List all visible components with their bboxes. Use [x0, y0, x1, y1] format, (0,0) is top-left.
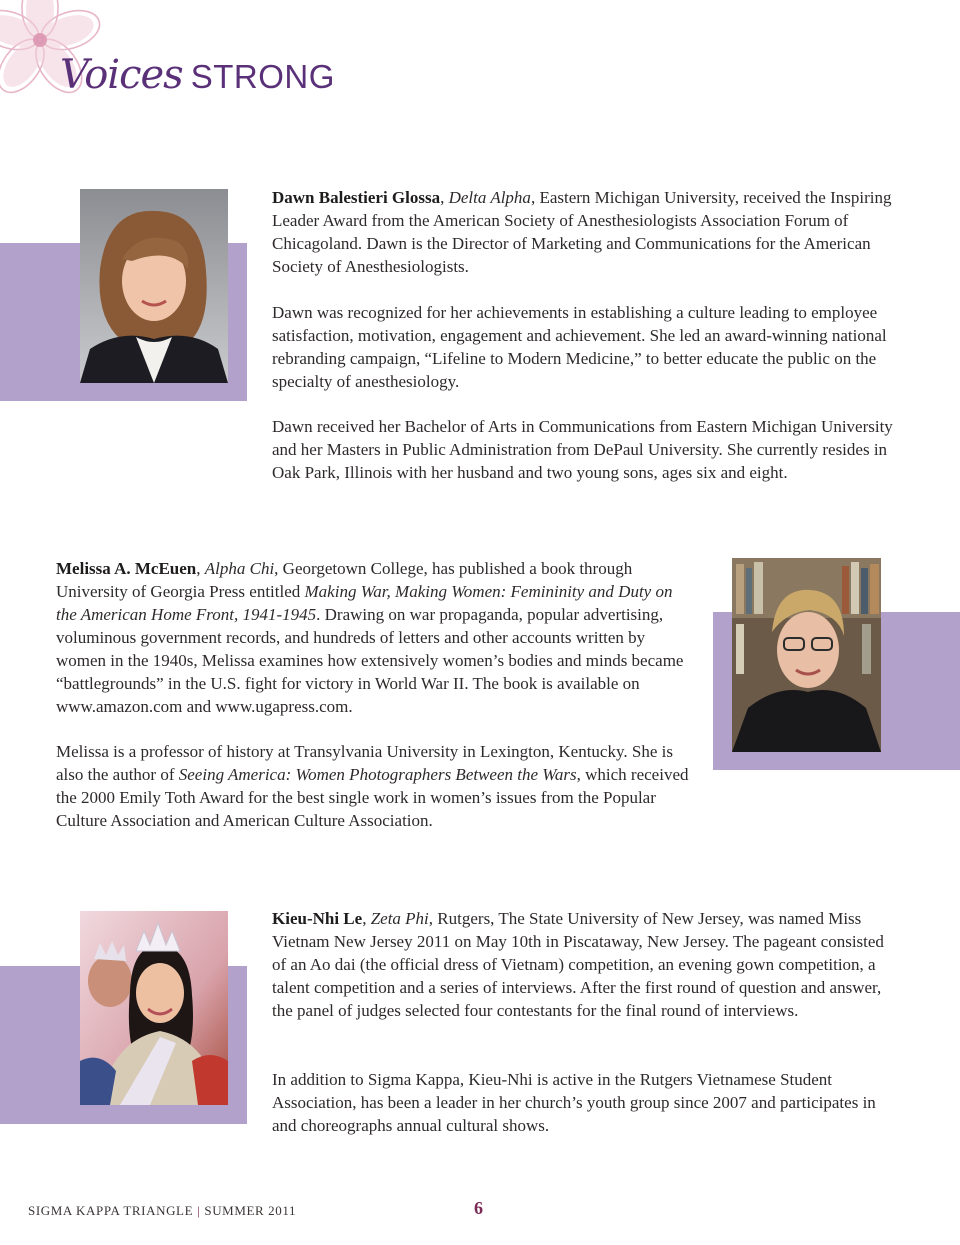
footer-publication-name: SIGMA KAPPA TRIANGLE	[28, 1203, 194, 1218]
melissa-text-1a: , Georgetown College, has published a book through University of Georgia Press entitled	[56, 559, 633, 601]
kieu-nhi-name: Kieu-Nhi Le	[272, 909, 363, 928]
page-number: 6	[474, 1198, 483, 1218]
title-strong: STRONG	[190, 58, 335, 95]
kieu-nhi-text-1: , Rutgers, The State University of New Jersey, was named Miss Vietnam New Jersey 2011 on May 10th in Piscataway, New Jersey. The pageant consisted of an Ao dai (the official dress of Vietnam) competition, an evening gown competition, a talent competition and a series of interviews. After the first round of question and answer, the panel of judges selected four contestants for the final round of interviews.	[272, 909, 884, 1020]
portrait-photo-dawn	[80, 189, 228, 383]
pageant-photo-kieu-nhi	[80, 911, 228, 1105]
melissa-book-title-2: Seeing America: Women Photographers Between the Wars	[178, 765, 577, 784]
melissa-text-2b: , which received the 2000 Emily Toth Award for the best single work in women’s issues from the Popular Culture Association and American Culture Association.	[56, 765, 689, 830]
melissa-paragraph-1: Melissa A. McEuen, Alpha Chi, Georgetown College, has published a book through University of Georgia Press entitled Making War, Making Women: Femininity and Duty on the American Home Front, 1941-1945. Drawing on war propaganda, popular advertising, voluminous government records, and hundreds of letters and other accounts written by women in the 1940s, Melissa examines how extensively women’s bodies and minds became “battlegrounds” in the U.S. fight for victory in World War II. The book is available on www.amazon.com and www.ugapress.com.	[56, 559, 684, 716]
section-title	[60, 52, 335, 98]
kieu-nhi-chapter: Zeta Phi	[370, 909, 429, 928]
dawn-chapter: Delta Alpha	[448, 188, 531, 207]
melissa-text-2a: Melissa is a professor of history at Transylvania University in Lexington, Kentucky. She is also the author of	[56, 742, 673, 784]
kieu-nhi-paragraph-2: In addition to Sigma Kappa, Kieu-Nhi is active in the Rutgers Vietnamese Student Association, has been a leader in her church’s youth group since 2007 and participates in and choreographs annual cultural shows.	[272, 1070, 876, 1135]
melissa-name: Melissa A. McEuen	[56, 559, 197, 578]
footer-separator: |	[197, 1203, 201, 1218]
kieu-nhi-paragraph-1: Kieu-Nhi Le, Zeta Phi, Rutgers, The State University of New Jersey, was named Miss Vietnam New Jersey 2011 on May 10th in Piscataway, New Jersey. The pageant consisted of an Ao dai (the official dress of Vietnam) competition, an evening gown competition, a talent competition and a series of interviews. After the first round of question and answer, the panel of judges selected four contestants for the final round of interviews.	[272, 909, 884, 1020]
melissa-paragraph-2	[56, 740, 696, 832]
melissa-text-1b: . Drawing on war propaganda, popular advertising, voluminous government records, and hundreds of letters and other accounts written by women in the 1940s, Melissa examines how extensively women’s bodies and minds became “battlegrounds” in the U.S. fight for victory in World War II. The book is available on www.amazon.com and www.ugapress.com.	[56, 605, 684, 716]
title-voices: Voices	[60, 52, 183, 98]
melissa-book-title-1: Making War, Making Women: Femininity and Duty on the American Home Front, 1941-1945	[56, 582, 673, 624]
dawn-paragraph-3: Dawn received her Bachelor of Arts in Communications from Eastern Michigan University and her Masters in Public Administration from DePaul University. She currently resides in Oak Park, Illinois with her husband and two young sons, ages six and eight.	[272, 417, 893, 482]
footer-publication	[28, 1203, 296, 1219]
portrait-photo-melissa	[732, 558, 881, 752]
footer-issue: SUMMER 2011	[204, 1203, 297, 1218]
dawn-text-1: , Eastern Michigan University, received the Inspiring Leader Award from the American Society of Anesthesiologists Association Forum of Chicagoland. Dawn is the Director of Marketing and Communications for the American Society of Anesthesiologists.	[272, 188, 892, 276]
dawn-paragraph-2: Dawn was recognized for her achievements in establishing a culture leading to employee satisfaction, motivation, engagement and achievement. She led an award-winning national rebranding campaign, “Lifeline to Modern Medicine,” to better educate the public on the specialty of anesthesiology.	[272, 303, 887, 391]
dawn-name: Dawn Balestieri Glossa	[272, 188, 441, 207]
dawn-paragraph-1: Dawn Balestieri Glossa, Delta Alpha, Eastern Michigan University, received the Inspiring Leader Award from the American Society of Anesthesiologists Association Forum of Chicagoland. Dawn is the Director of Marketing and Communications for the American Society of Anesthesiologists.	[272, 188, 892, 276]
melissa-chapter: Alpha Chi	[204, 559, 275, 578]
